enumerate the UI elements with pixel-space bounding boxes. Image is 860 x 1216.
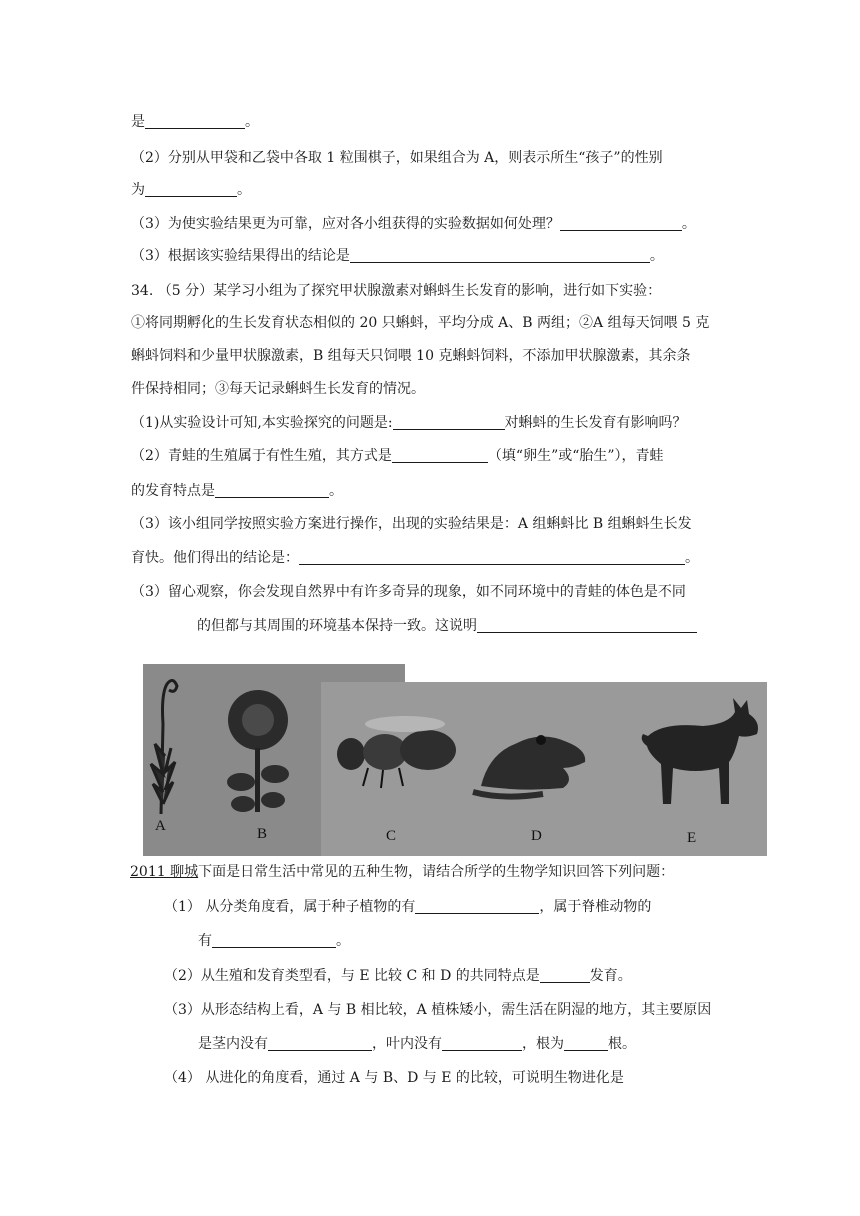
text: 件保持相同；③每天记录蝌蚪生长发育的情况。 — [131, 381, 425, 397]
text: （2）青蛙的生殖属于有性生殖，其方式是 — [131, 448, 392, 464]
answer-blank[interactable] — [564, 1035, 608, 1051]
question-34-3b — [131, 548, 699, 568]
text: 。 — [685, 550, 699, 566]
text: 对蝌蚪的生长发育有影响吗？ — [504, 415, 687, 431]
figure-label-c: C — [386, 828, 397, 844]
answer-blank[interactable] — [215, 482, 329, 498]
answer-blank[interactable] — [393, 414, 505, 430]
text: （3）该小组同学按照实验方案进行操作，出现的实验结果是：A 组蝌蚪比 B 组蝌蚪生长发 — [131, 516, 692, 532]
sunflower-icon — [227, 690, 289, 812]
question-2-answer — [131, 180, 251, 200]
question-3a — [131, 214, 696, 234]
text: 蝌蚪饲料和少量甲状腺激素，B 组每天只饲喂 10 克蝌蚪饲料，不添加甲状腺激素，其余条 — [131, 348, 691, 364]
text: 是 — [131, 114, 145, 130]
text: 。 — [336, 933, 350, 949]
answer-blank[interactable] — [477, 617, 697, 633]
bee-icon — [337, 716, 456, 788]
part-3 — [164, 1000, 711, 1020]
question-34-4 — [131, 582, 686, 602]
figure-label-a: A — [155, 818, 166, 834]
answer-blank[interactable] — [212, 932, 336, 948]
text: ，叶内没有 — [372, 1036, 442, 1052]
text: （填“卵生”或“胎生”），青蛙 — [487, 448, 664, 464]
answer-blank[interactable] — [442, 1035, 522, 1051]
text: 下面是日常生活中常见的五种生物，请结合所学的生物学知识回答下列问题： — [198, 864, 675, 880]
question-34-2b — [131, 481, 343, 501]
text: ，属于脊椎动物的 — [539, 899, 652, 915]
text: 为 — [131, 182, 145, 198]
text: 。 — [329, 483, 343, 499]
text: （3）从形态结构上看，A 与 B 相比较，A 植株矮小，需生活在阴湿的地方，其主要原因 — [164, 1002, 712, 1018]
answer-blank[interactable] — [350, 247, 650, 263]
text: 有 — [198, 933, 212, 949]
text: （3）为使实验结果更为可靠，应对各小组获得的实验数据如何处理？ — [131, 216, 560, 232]
question-34-3 — [131, 514, 692, 534]
text: 。 — [245, 114, 259, 130]
text: （1)从实验设计可知,本实验探究的问题是: — [131, 415, 393, 431]
question-34-body-2 — [131, 346, 690, 366]
part-1b — [198, 931, 350, 951]
question-2 — [131, 148, 663, 168]
text: 根。 — [608, 1036, 636, 1052]
text: 。 — [649, 248, 664, 264]
dog-icon — [642, 698, 758, 804]
source-tag: 2011 聊城 — [130, 864, 199, 880]
part-1 — [164, 897, 651, 917]
question-source-line — [130, 862, 674, 882]
question-34-body-1 — [131, 313, 709, 333]
text: （2）分别从甲袋和乙袋中各取 1 粒围棋子，如果组合为 A，则表示所生“孩子”的性别 — [131, 150, 663, 166]
answer-blank[interactable] — [268, 1035, 372, 1051]
organisms-drawing — [143, 664, 767, 856]
question-34-title — [131, 281, 661, 301]
text: （4） 从进化的角度看，通过 A 与 B、D 与 E 的比较，可说明生物进化是 — [164, 1070, 624, 1086]
question-34-1 — [131, 413, 687, 433]
answer-blank[interactable] — [299, 549, 685, 565]
answer-blank[interactable] — [540, 967, 590, 983]
text: 34. （5 分）某学习小组为了探究甲状腺激素对蝌蚪生长发育的影响，进行如下实验： — [131, 283, 662, 299]
part-4 — [164, 1068, 624, 1088]
part-3b — [198, 1034, 636, 1054]
question-3b — [131, 246, 664, 266]
question-34-body-3 — [131, 379, 425, 399]
text: 。 — [681, 216, 696, 232]
text: 的但都与其周围的环境基本保持一致。这说明 — [197, 618, 477, 634]
question-34-2 — [131, 446, 664, 466]
answer-blank[interactable] — [415, 898, 539, 914]
answer-blank[interactable] — [560, 215, 682, 231]
figure-label-e: E — [687, 830, 697, 846]
text: 。 — [237, 182, 251, 198]
text: （3）留心观察，你会发现自然界中有许多奇异的现象，如不同环境中的青蛙的体色是不同 — [131, 584, 686, 600]
moss-icon — [151, 680, 177, 814]
answer-blank[interactable] — [145, 113, 245, 129]
text: （1） 从分类角度看，属于种子植物的有 — [164, 899, 416, 915]
question-34-4b — [197, 616, 697, 636]
frog-icon — [473, 735, 585, 797]
text: 发育。 — [589, 968, 632, 984]
text: ，根为 — [522, 1036, 564, 1052]
organisms-figure — [143, 664, 767, 856]
text: ①将同期孵化的生长发育状态相似的 20 只蝌蚪，平均分成 A、B 两组；②A 组每天饲喂 5 克 — [131, 315, 710, 331]
answer-blank[interactable] — [392, 447, 488, 463]
figure-label-b: B — [257, 826, 268, 842]
figure-label-d: D — [531, 828, 542, 844]
text: 的发育特点是 — [131, 483, 215, 499]
answer-line-1 — [131, 112, 259, 132]
text: （3）根据该实验结果得出的结论是 — [131, 248, 350, 264]
part-2 — [164, 966, 632, 986]
text: （2）从生殖和发育类型看，与 E 比较 C 和 D 的共同特点是 — [164, 968, 540, 984]
text: 育快。他们得出的结论是： — [131, 550, 299, 566]
text: 是茎内没有 — [198, 1036, 268, 1052]
answer-blank[interactable] — [145, 181, 237, 197]
